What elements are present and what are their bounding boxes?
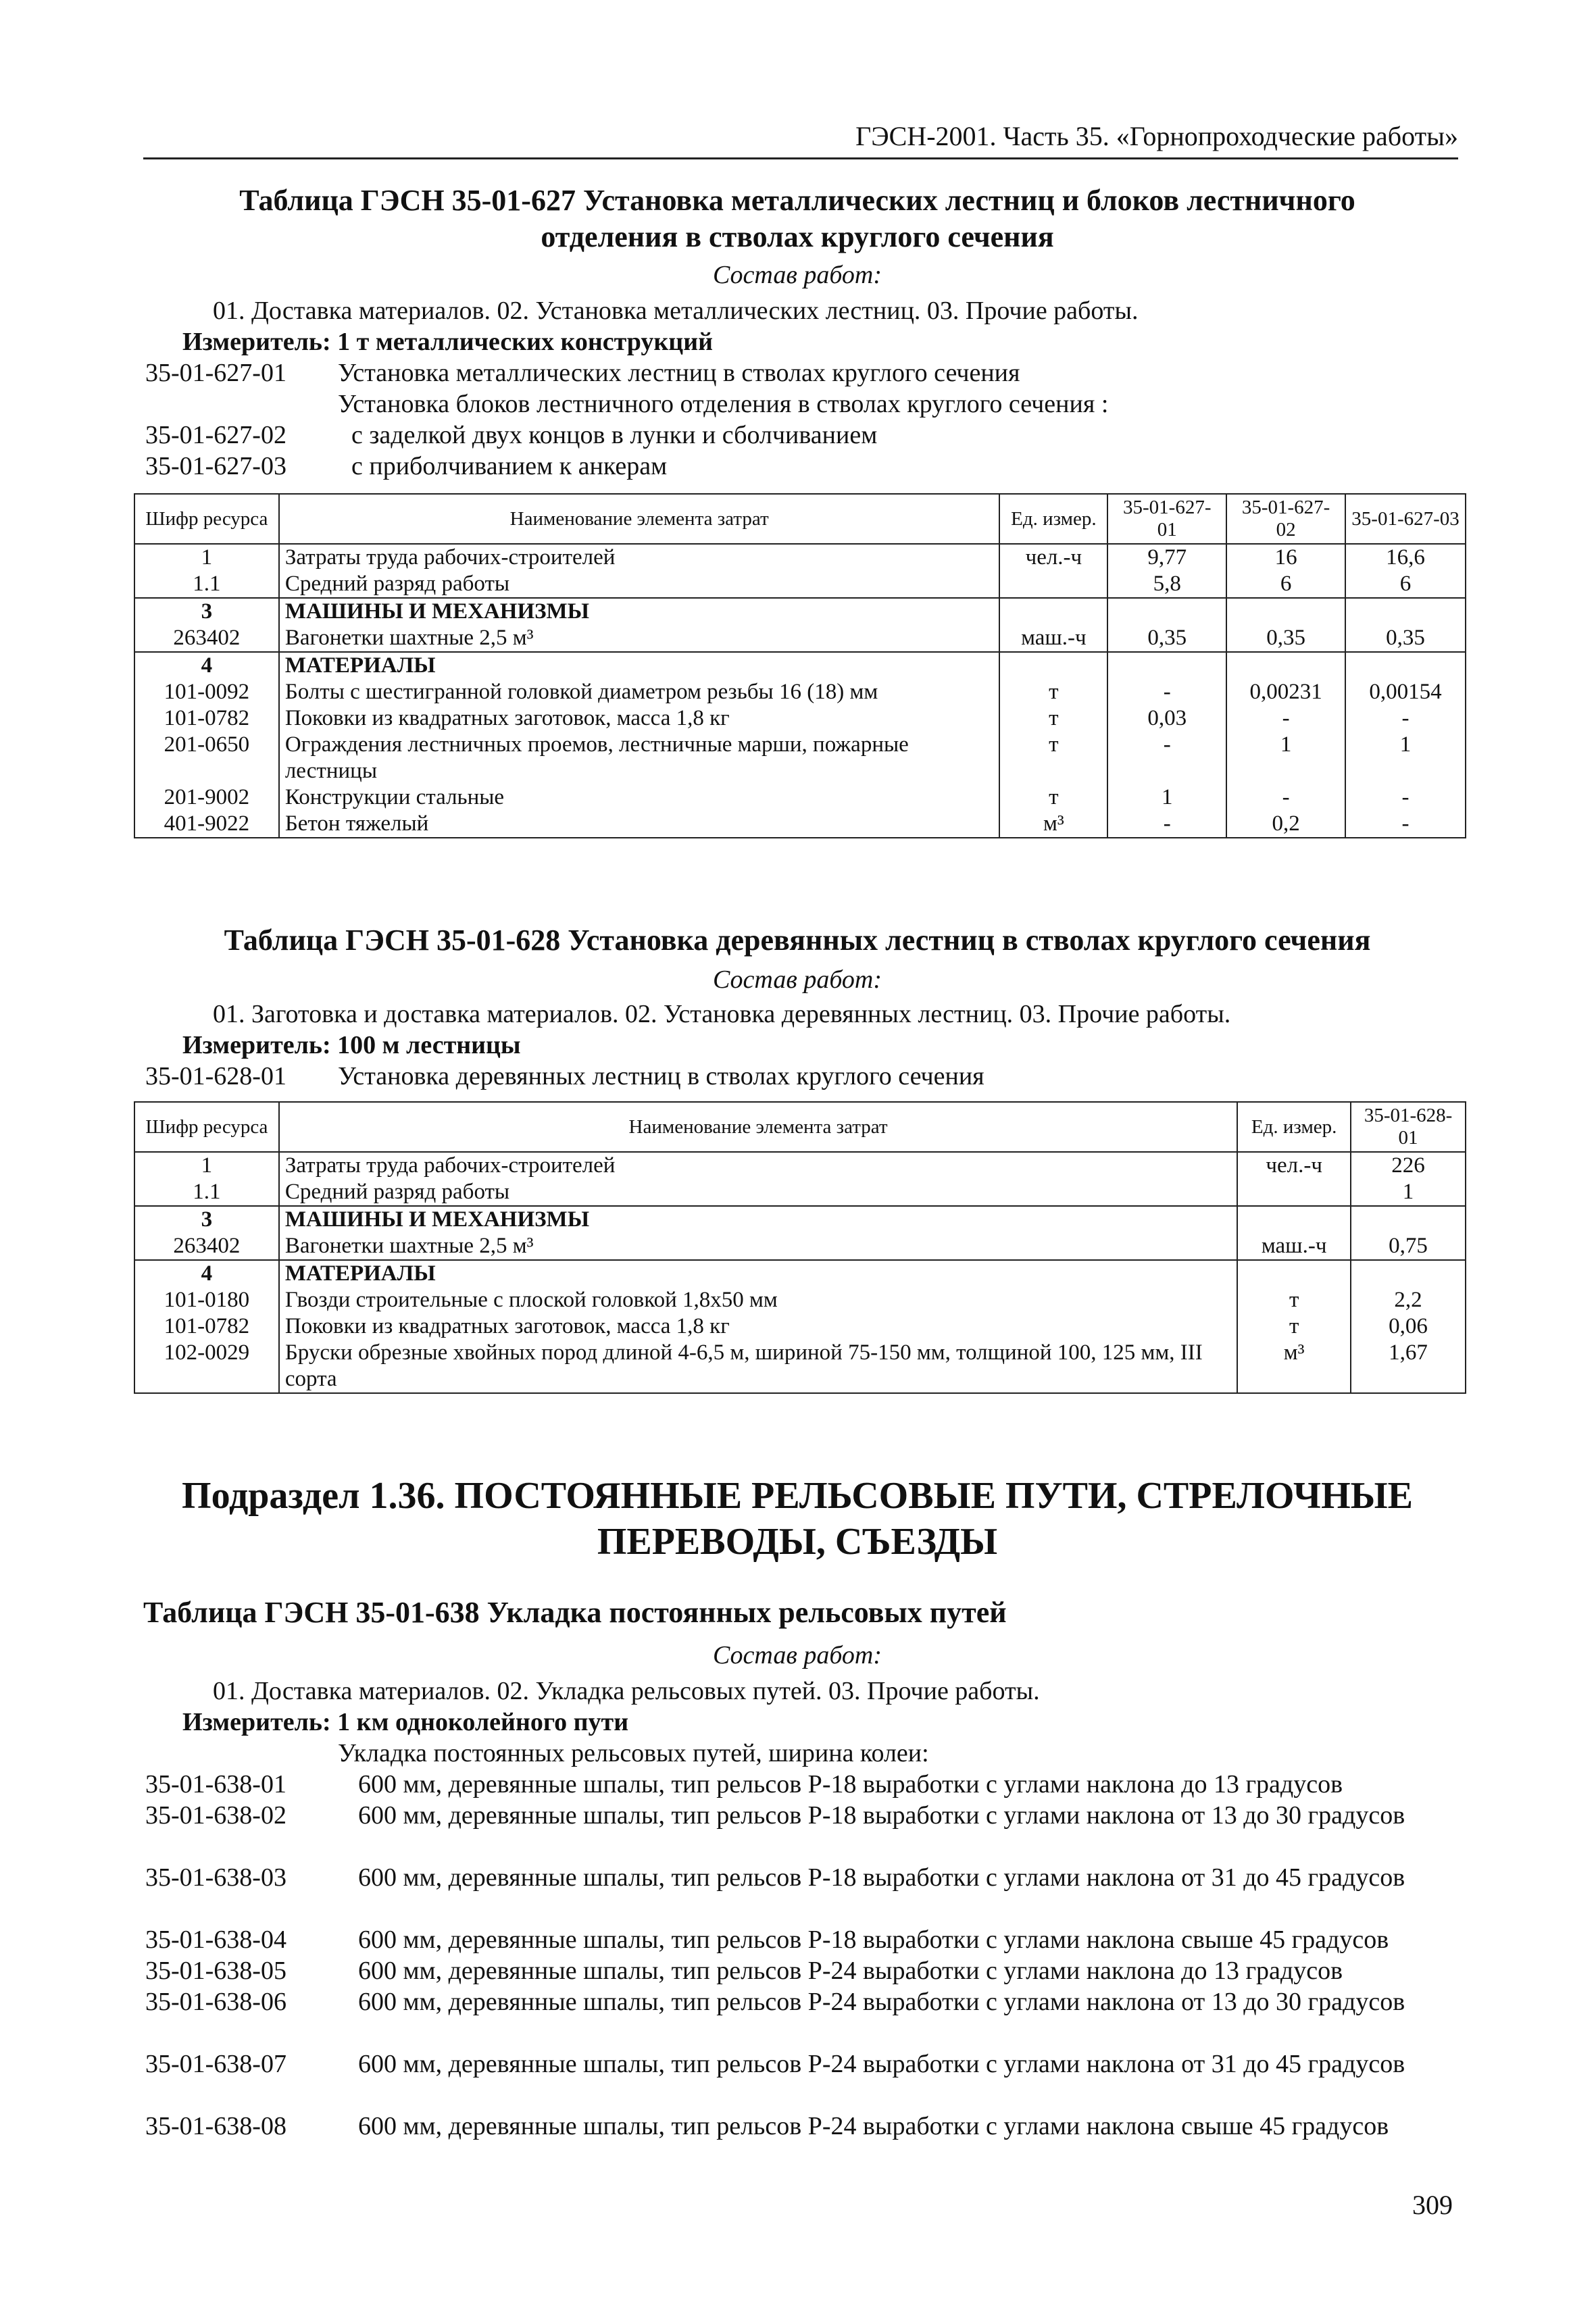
table-638-title: Таблица ГЭСН 35-01-638 Укладка постоянных рельсовых путей — [143, 1596, 1007, 1629]
cell-unit — [1237, 1206, 1351, 1233]
header-cell-norm: 35-01-627-03 — [1345, 494, 1466, 544]
cell-value: 1 — [1351, 1179, 1466, 1206]
resource-table-628 — [134, 1101, 1466, 1394]
cell-value: 0,03 — [1107, 705, 1226, 732]
cell-unit — [999, 598, 1107, 625]
item-code: 35-01-638-01 — [145, 1770, 286, 1799]
page-number: 309 — [1412, 2190, 1453, 2220]
cell-code: 201-0650 — [134, 732, 279, 784]
table-row — [134, 1313, 1466, 1340]
table-row — [134, 1179, 1466, 1206]
header-cell-name: Наименование элемента затрат — [279, 1102, 1237, 1152]
cell-value: 6 — [1345, 571, 1466, 598]
cell-value: - — [1345, 705, 1466, 732]
cell-unit: т — [999, 784, 1107, 811]
table-638-works-label: Состав работ: — [712, 1641, 882, 1669]
cell-code: 101-0180 — [134, 1287, 279, 1313]
item-description: 600 мм, деревянные шпалы, тип рельсов Р-24 выработки с углами наклона до 13 градусов — [358, 1957, 1343, 1985]
cell-unit — [1237, 1179, 1351, 1206]
item-description: Установка металлических лестниц в стволах круглого сечения — [338, 359, 1020, 387]
table-row — [134, 732, 1466, 784]
cell-value: 5,8 — [1107, 571, 1226, 598]
item-description: 600 мм, деревянные шпалы, тип рельсов Р-18 выработки с углами наклона свыше 45 градусов — [358, 1926, 1389, 1954]
table-628-works: 01. Заготовка и доставка материалов. 02. Установка деревянных лестниц. 03. Прочие работы. — [213, 1000, 1231, 1028]
cell-name: Гвозди строительные с плоской головкой 1,8х50 мм — [279, 1287, 1237, 1313]
cell-unit — [999, 571, 1107, 598]
cell-value — [1226, 598, 1345, 625]
item-code: 35-01-638-02 — [145, 1801, 286, 1830]
cell-unit: маш.-ч — [1237, 1233, 1351, 1260]
item-code: 35-01-638-06 — [145, 1988, 286, 2016]
cell-value: 16,6 — [1345, 544, 1466, 571]
cell-unit: чел.-ч — [1237, 1152, 1351, 1179]
cell-name: Вагонетки шахтные 2,5 м³ — [279, 1233, 1237, 1260]
item-description: 600 мм, деревянные шпалы, тип рельсов Р-18 выработки с углами наклона от 13 до 30 градусов — [358, 1801, 1405, 1830]
table-627-title — [135, 182, 1460, 255]
table-row — [134, 1152, 1466, 1179]
item-code: 35-01-638-08 — [145, 2112, 286, 2140]
cell-value: 16 — [1226, 544, 1345, 571]
table-627-title-line2: отделения в стволах круглого сечения — [541, 220, 1054, 253]
cell-value — [1345, 652, 1466, 679]
cell-name: Средний разряд работы — [279, 571, 1000, 598]
cell-value: 0,2 — [1226, 811, 1345, 838]
cell-code: 1 — [134, 544, 279, 571]
table-row — [134, 1206, 1466, 1233]
header-cell-unit: Ед. измер. — [1237, 1102, 1351, 1152]
cell-name: Бетон тяжелый — [279, 811, 1000, 838]
cell-code: 263402 — [134, 1233, 279, 1260]
cell-value: - — [1226, 784, 1345, 811]
cell-code: 1.1 — [134, 1179, 279, 1206]
cell-value: 0,00231 — [1226, 679, 1345, 705]
table-638-works: 01. Доставка материалов. 02. Укладка рельсовых путей. 03. Прочие работы. — [213, 1677, 1040, 1705]
cell-code: 4 — [134, 1260, 279, 1287]
cell-code: 3 — [134, 598, 279, 625]
item-code: 35-01-627-01 — [145, 359, 286, 387]
cell-value — [1107, 598, 1226, 625]
cell-name: Вагонетки шахтные 2,5 м³ — [279, 625, 1000, 652]
cell-name: МАТЕРИАЛЫ — [279, 652, 1000, 679]
cell-value — [1107, 652, 1226, 679]
subsection-title-line2: ПЕРЕВОДЫ, СЪЕЗДЫ — [597, 1521, 998, 1563]
cell-unit: т — [1237, 1287, 1351, 1313]
item-description: 600 мм, деревянные шпалы, тип рельсов Р-24 выработки с углами наклона от 31 до 45 градусов — [358, 2050, 1405, 2078]
table-row — [134, 1340, 1466, 1393]
cell-value: - — [1345, 811, 1466, 838]
item-description: 600 мм, деревянные шпалы, тип рельсов Р-18 выработки с углами наклона до 13 градусов — [358, 1770, 1343, 1799]
subsection-title-line1: Подраздел 1.36. ПОСТОЯННЫЕ РЕЛЬСОВЫЕ ПУТИ, СТРЕЛОЧНЫЕ — [182, 1475, 1413, 1517]
cell-value: 6 — [1226, 571, 1345, 598]
table-row — [134, 598, 1466, 625]
cell-value: 1 — [1107, 784, 1226, 811]
item-code: 35-01-627-03 — [145, 452, 286, 480]
cell-unit: чел.-ч — [999, 544, 1107, 571]
header-cell-name: Наименование элемента затрат — [279, 494, 1000, 544]
cell-name: МАТЕРИАЛЫ — [279, 1260, 1237, 1287]
table-row — [134, 811, 1466, 838]
cell-value: - — [1107, 732, 1226, 784]
table-row — [134, 784, 1466, 811]
item-code: 35-01-638-05 — [145, 1957, 286, 1985]
table-row — [134, 1287, 1466, 1313]
table-627-works-label: Состав работ: — [712, 261, 882, 289]
table-628-works-label: Состав работ: — [712, 965, 882, 994]
cell-unit — [1237, 1260, 1351, 1287]
cell-value — [1226, 652, 1345, 679]
cell-code: 101-0092 — [134, 679, 279, 705]
table-627-title-line1: Таблица ГЭСН 35-01-627 Установка металлических лестниц и блоков лестничного — [239, 184, 1355, 217]
item-description: 600 мм, деревянные шпалы, тип рельсов Р-18 выработки с углами наклона от 31 до 45 градусов — [358, 1863, 1405, 1892]
table-row — [134, 679, 1466, 705]
table-row — [134, 625, 1466, 652]
table-638-measure: Измеритель: 1 км одноколейного пути — [182, 1708, 629, 1736]
item-code: 35-01-627-02 — [145, 421, 286, 449]
item-description: Установка деревянных лестниц в стволах круглого сечения — [338, 1062, 984, 1090]
table-628-measure: Измеритель: 100 м лестницы — [182, 1031, 521, 1059]
item-description: 600 мм, деревянные шпалы, тип рельсов Р-24 выработки с углами наклона от 13 до 30 градусов — [358, 1988, 1405, 2016]
header-cell-norm: 35-01-627-01 — [1107, 494, 1226, 544]
cell-value: 2,2 — [1351, 1287, 1466, 1313]
cell-value: 226 — [1351, 1152, 1466, 1179]
table-row — [134, 652, 1466, 679]
header-cell-norm: 35-01-627-02 — [1226, 494, 1345, 544]
cell-name: Средний разряд работы — [279, 1179, 1237, 1206]
cell-code: 201-9002 — [134, 784, 279, 811]
running-head: ГЭСН-2001. Часть 35. «Горнопроходческие работы» — [143, 120, 1458, 159]
cell-name: Конструкции стальные — [279, 784, 1000, 811]
table-627-measure: Измеритель: 1 т металлических конструкций — [182, 328, 713, 356]
cell-value: 1 — [1345, 732, 1466, 784]
header-cell-code: Шифр ресурса — [134, 1102, 279, 1152]
resource-table-627 — [134, 493, 1466, 838]
table-628-title: Таблица ГЭСН 35-01-628 Установка деревянных лестниц в стволах круглого сечения — [224, 924, 1371, 957]
cell-unit: т — [999, 705, 1107, 732]
cell-unit: т — [999, 679, 1107, 705]
cell-value: - — [1107, 679, 1226, 705]
item-code: 35-01-628-01 — [145, 1062, 286, 1090]
cell-unit: маш.-ч — [999, 625, 1107, 652]
cell-name: Поковки из квадратных заготовок, масса 1,8 кг — [279, 1313, 1237, 1340]
cell-value: - — [1226, 705, 1345, 732]
cell-value — [1351, 1206, 1466, 1233]
cell-value: 0,75 — [1351, 1233, 1466, 1260]
cell-name: Ограждения лестничных проемов, лестничные марши, пожарные лестницы — [279, 732, 1000, 784]
cell-code: 101-0782 — [134, 1313, 279, 1340]
cell-value: 1 — [1226, 732, 1345, 784]
cell-name: МАШИНЫ И МЕХАНИЗМЫ — [279, 1206, 1237, 1233]
cell-value: 0,00154 — [1345, 679, 1466, 705]
table-header-row — [134, 494, 1466, 544]
cell-code: 101-0782 — [134, 705, 279, 732]
item-description: с заделкой двух концов в лунки и сболчиванием — [351, 421, 878, 449]
item-code: 35-01-638-04 — [145, 1926, 286, 1954]
item-code: 35-01-638-03 — [145, 1863, 286, 1892]
cell-code: 263402 — [134, 625, 279, 652]
cell-value: 0,35 — [1107, 625, 1226, 652]
table-row — [134, 705, 1466, 732]
cell-name: Затраты труда рабочих-строителей — [279, 1152, 1237, 1179]
table-638-intro: Укладка постоянных рельсовых путей, ширина колеи: — [338, 1739, 929, 1767]
cell-name: Поковки из квадратных заготовок, масса 1,8 кг — [279, 705, 1000, 732]
cell-code: 4 — [134, 652, 279, 679]
cell-value: - — [1345, 784, 1466, 811]
table-627-works: 01. Доставка материалов. 02. Установка металлических лестниц. 03. Прочие работы. — [213, 297, 1139, 325]
header-cell-code: Шифр ресурса — [134, 494, 279, 544]
cell-name: Затраты труда рабочих-строителей — [279, 544, 1000, 571]
table-row — [134, 571, 1466, 598]
cell-code: 1 — [134, 1152, 279, 1179]
cell-name: Бруски обрезные хвойных пород длиной 4-6,5 м, шириной 75-150 мм, толщиной 100, 125 мм, III сорта — [279, 1340, 1237, 1393]
cell-unit: т — [1237, 1313, 1351, 1340]
table-row — [134, 1260, 1466, 1287]
cell-name: Болты с шестигранной головкой диаметром резьбы 16 (18) мм — [279, 679, 1000, 705]
cell-code: 401-9022 — [134, 811, 279, 838]
cell-value — [1351, 1260, 1466, 1287]
header-cell-norm: 35-01-628-01 — [1351, 1102, 1466, 1152]
cell-value: 0,35 — [1226, 625, 1345, 652]
cell-unit: м³ — [999, 811, 1107, 838]
cell-unit — [999, 652, 1107, 679]
table-row — [134, 544, 1466, 571]
cell-value: 0,06 — [1351, 1313, 1466, 1340]
cell-value: 0,35 — [1345, 625, 1466, 652]
cell-value: - — [1107, 811, 1226, 838]
item-description: Установка блоков лестничного отделения в стволах круглого сечения : — [338, 390, 1109, 418]
cell-code: 1.1 — [134, 571, 279, 598]
table-row — [134, 1233, 1466, 1260]
cell-name: МАШИНЫ И МЕХАНИЗМЫ — [279, 598, 1000, 625]
cell-value: 9,77 — [1107, 544, 1226, 571]
table-header-row — [134, 1102, 1466, 1152]
header-cell-unit: Ед. измер. — [999, 494, 1107, 544]
cell-value: 1,67 — [1351, 1340, 1466, 1393]
item-description: с приболчиванием к анкерам — [351, 452, 668, 480]
cell-unit: т — [999, 732, 1107, 784]
cell-unit: м³ — [1237, 1340, 1351, 1393]
cell-code: 102-0029 — [134, 1340, 279, 1393]
item-code: 35-01-638-07 — [145, 2050, 286, 2078]
cell-value — [1345, 598, 1466, 625]
subsection-title — [135, 1473, 1460, 1565]
cell-code: 3 — [134, 1206, 279, 1233]
item-description: 600 мм, деревянные шпалы, тип рельсов Р-24 выработки с углами наклона свыше 45 градусов — [358, 2112, 1389, 2140]
